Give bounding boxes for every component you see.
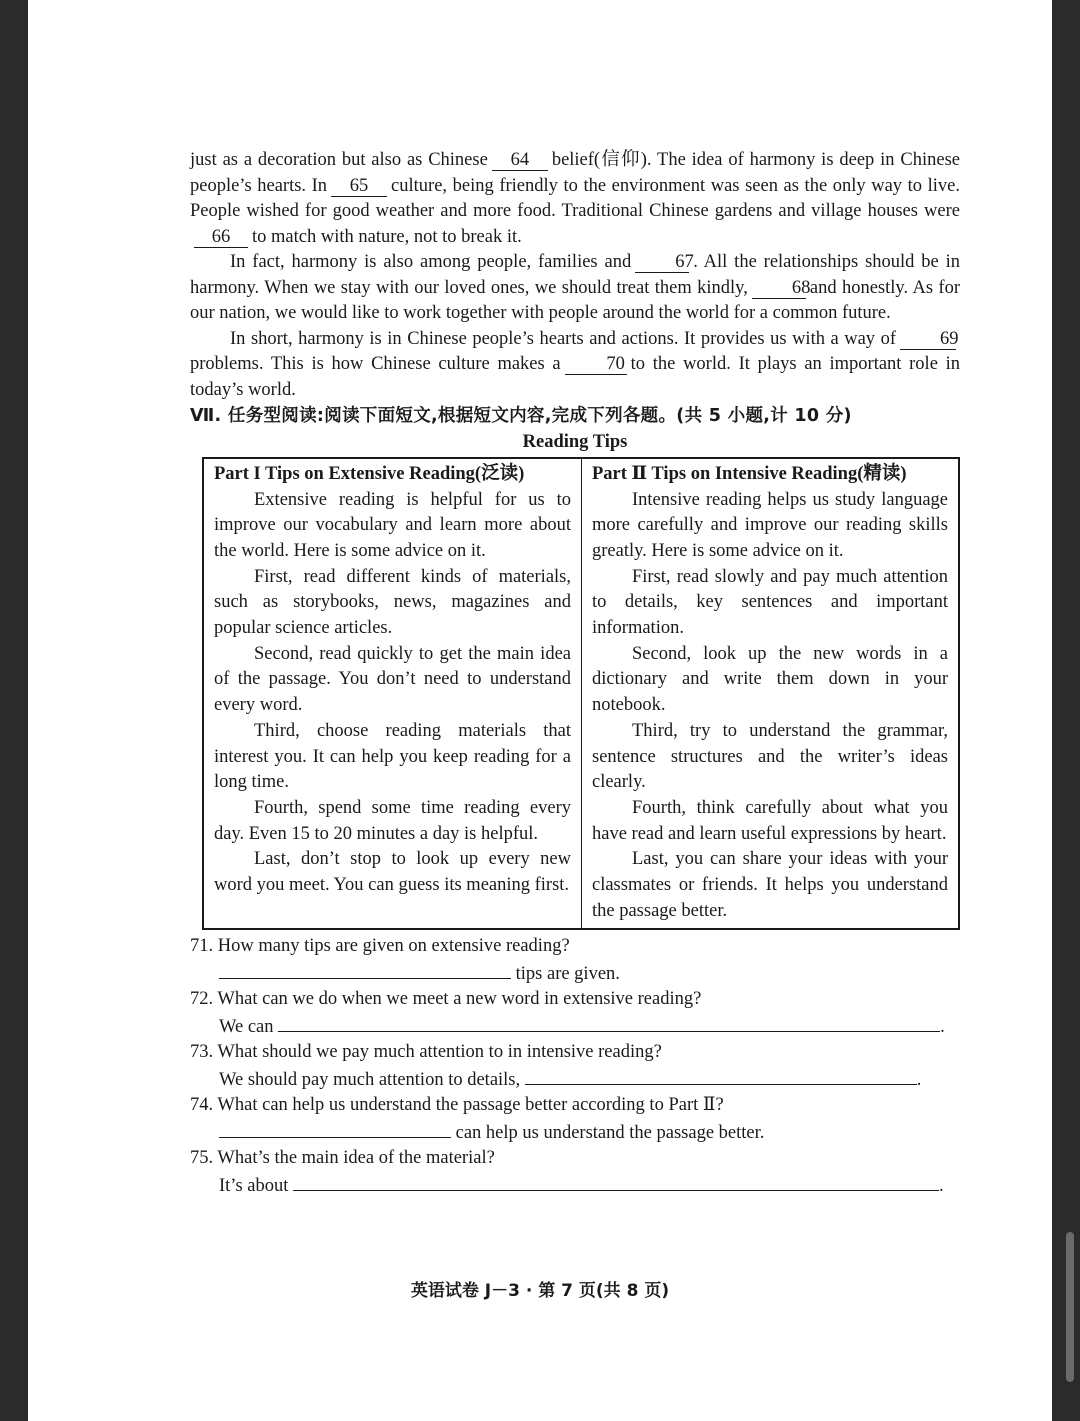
question-71 — [190, 934, 960, 987]
question-74 — [190, 1093, 960, 1146]
passage-text: problems. This is how Chinese culture makes a — [190, 354, 561, 374]
questions — [190, 934, 960, 1199]
question-text: 71. How many tips are given on extensive reading? — [190, 936, 570, 957]
page-content — [190, 148, 960, 1199]
answer-line — [219, 960, 960, 988]
part2-column — [581, 459, 958, 928]
question-text: 73. What should we pay much attention to in intensive reading? — [190, 1042, 662, 1063]
passage-paragraph-2 — [190, 250, 960, 327]
answer-prefix: We can — [219, 1016, 274, 1037]
part1-column — [204, 459, 581, 928]
blank-66: 66 — [194, 227, 248, 248]
part1-paragraph: Last, don’t stop to look up every new word you meet. You can guess its meaning first. — [214, 849, 571, 896]
scrollbar-thumb[interactable] — [1066, 1232, 1074, 1382]
question-73 — [190, 1040, 960, 1093]
part2-paragraph: Fourth, think carefully about what you have read and learn useful expressions by heart. — [592, 797, 948, 844]
question-text: 72. What can we do when we meet a new word in extensive reading? — [190, 989, 702, 1010]
answer-line — [219, 1013, 960, 1041]
passage-text: belief(信仰). The idea of harmony is deep in Chinese people’s hearts. In — [190, 150, 960, 196]
passage-text: to match with nature, not to break it. — [252, 226, 522, 247]
passage-paragraph-3 — [190, 327, 960, 404]
part1-paragraph: Fourth, spend some time reading every day. Even 15 to 20 minutes a day is helpful. — [214, 797, 571, 844]
answer-blank[interactable] — [219, 1119, 451, 1138]
question-72 — [190, 987, 960, 1040]
blank-67: 67 — [635, 252, 689, 273]
part1-paragraph: First, read different kinds of materials, such as storybooks, news, magazines and popular science articles. — [214, 566, 571, 639]
passage-text: In fact, harmony is also among people, families and — [230, 252, 632, 272]
reading-tips-title: Reading Tips — [522, 431, 628, 452]
part2-heading: Part Ⅱ Tips on Intensive Reading(精读) — [592, 464, 907, 484]
answer-suffix: tips are given. — [515, 963, 620, 984]
answer-suffix: . — [916, 1069, 922, 1090]
blank-68: 68 — [752, 278, 806, 299]
question-75 — [190, 1146, 960, 1199]
part1-paragraph: Extensive reading is helpful for us to improve our vocabulary and learn more about the world. Here is some advice on it. — [214, 489, 571, 561]
part2-paragraph: First, read slowly and pay much attention to details, key sentences and important information. — [592, 566, 948, 639]
blank-70: 70 — [565, 354, 627, 375]
answer-suffix: . — [940, 1016, 945, 1037]
answer-line — [219, 1172, 960, 1200]
passage-text: and honestly. As for our nation, we would like to work together with people around the world for a common future. — [190, 277, 960, 323]
passage-text: In short, harmony is in Chinese people’s hearts and actions. It provides us with a way of — [230, 328, 896, 349]
passage-text: culture, being friendly to the environment was seen as the only way to live. People wished for good weather and more food. Traditional Chinese gardens and village houses were — [190, 175, 960, 221]
answer-line — [219, 1066, 960, 1094]
answer-blank[interactable] — [293, 1172, 939, 1191]
part2-paragraph: Intensive reading helps us study language more carefully and improve our reading skills greatly. Here is some advice on it. — [592, 489, 948, 561]
answer-blank[interactable] — [525, 1066, 917, 1085]
answer-blank[interactable] — [278, 1013, 940, 1032]
question-text: 75. What’s the main idea of the material? — [190, 1148, 495, 1169]
passage-text: just as a decoration but also as Chinese — [190, 150, 488, 170]
blank-65: 65 — [331, 176, 387, 197]
passage-paragraph-1 — [190, 148, 960, 250]
part1-paragraph: Second, read quickly to get the main idea of the passage. You don’t need to understand every word. — [214, 643, 571, 716]
blank-69: 69 — [900, 329, 956, 350]
tips-table — [202, 457, 960, 930]
question-text: 74. What can help us understand the passage better according to Part Ⅱ? — [190, 1095, 724, 1116]
answer-blank[interactable] — [219, 960, 511, 979]
part2-paragraph: Third, try to understand the grammar, sentence structures and the writer’s ideas clearly. — [592, 720, 948, 793]
blank-64: 64 — [492, 150, 548, 171]
answer-suffix: . — [939, 1175, 944, 1196]
answer-prefix: It’s about — [219, 1175, 289, 1196]
section-heading: Ⅶ. 任务型阅读:阅读下面短文,根据短文内容,完成下列各题。(共 5 小题,计 10 分) — [190, 406, 852, 426]
part1-paragraph: Third, choose reading materials that interest you. It can help you keep reading for a long time. — [214, 720, 571, 793]
exam-page — [28, 0, 1052, 1421]
part1-heading: Part I Tips on Extensive Reading(泛读) — [214, 464, 525, 484]
passage-text: . All the relationships should be in harmony. When we stay with our loved ones, we should treat them kindly, — [190, 252, 960, 298]
scrollbar-track[interactable] — [1060, 0, 1078, 1421]
passage-text: to the world. It plays an important role in today’s world. — [190, 354, 961, 400]
part2-paragraph: Last, you can share your ideas with your classmates or friends. It helps you understand the passage better. — [592, 849, 948, 921]
answer-suffix: can help us understand the passage better. — [455, 1122, 765, 1143]
answer-line — [219, 1119, 960, 1147]
answer-prefix: We should pay much attention to details, — [219, 1069, 521, 1090]
part2-paragraph: Second, look up the new words in a dictionary and write them down in your notebook. — [592, 643, 948, 716]
page-footer: 英语试卷 J－3 · 第 7 页(共 8 页) — [410, 1281, 670, 1301]
